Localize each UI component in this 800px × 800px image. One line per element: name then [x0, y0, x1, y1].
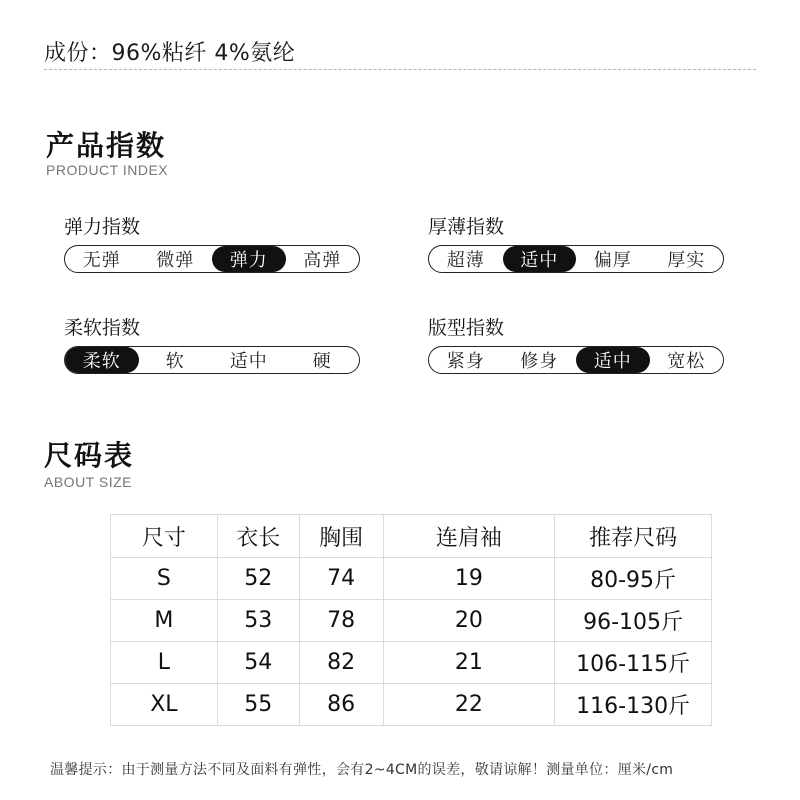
thickness-option: 偏厚	[593, 250, 632, 271]
softness-index-label: 柔软指数	[64, 317, 141, 339]
table-cell: 74	[299, 558, 383, 600]
product-index-title: 产品指数	[46, 129, 167, 162]
measurement-notice: 温馨提示：由于测量方法不同及面料有弹性，会有2~4CM的误差，敬请谅解！测量单位：厘米/cm	[50, 762, 674, 778]
elasticity-index-label: 弹力指数	[64, 216, 141, 238]
table-header: 衣长	[217, 515, 299, 558]
composition-text: 成份：96%粘纤 4%氨纶	[44, 41, 296, 66]
size-table	[110, 514, 712, 726]
table-row	[111, 684, 712, 726]
table-cell: 80-95斤	[555, 558, 712, 600]
table-header: 连肩袖	[383, 515, 555, 558]
table-row	[111, 600, 712, 642]
softness-option: 柔软	[65, 347, 139, 373]
fit-option: 适中	[576, 347, 650, 373]
table-row	[111, 558, 712, 600]
product-index-subtitle: PRODUCT INDEX	[46, 162, 169, 178]
table-header: 推荐尺码	[555, 515, 712, 558]
table-cell: L	[111, 642, 218, 684]
elasticity-option: 无弹	[82, 250, 121, 271]
table-cell: 86	[299, 684, 383, 726]
fit-index-scale	[428, 346, 724, 374]
table-cell: XL	[111, 684, 218, 726]
table-cell: 54	[217, 642, 299, 684]
table-cell: 116-130斤	[555, 684, 712, 726]
dashed-divider	[44, 69, 756, 70]
fit-option: 宽松	[667, 351, 706, 372]
table-header: 胸围	[299, 515, 383, 558]
table-cell: 20	[383, 600, 555, 642]
table-cell: 52	[217, 558, 299, 600]
table-cell: 55	[217, 684, 299, 726]
softness-index-scale	[64, 346, 360, 374]
table-cell: M	[111, 600, 218, 642]
thickness-option: 超薄	[446, 250, 485, 271]
thickness-index-label: 厚薄指数	[428, 216, 505, 238]
elasticity-option: 微弹	[156, 250, 195, 271]
table-cell: 22	[383, 684, 555, 726]
table-cell: 96-105斤	[555, 600, 712, 642]
elasticity-option: 高弹	[303, 250, 342, 271]
table-cell: 19	[383, 558, 555, 600]
size-chart-subtitle: ABOUT SIZE	[44, 474, 132, 490]
thickness-option: 厚实	[667, 250, 706, 271]
fit-index-label: 版型指数	[428, 317, 505, 339]
table-cell: 21	[383, 642, 555, 684]
size-chart-title: 尺码表	[44, 439, 135, 472]
softness-option: 适中	[229, 351, 268, 372]
table-cell: 78	[299, 600, 383, 642]
softness-option: 软	[165, 351, 185, 372]
table-cell: 82	[299, 642, 383, 684]
table-cell: S	[111, 558, 218, 600]
table-cell: 106-115斤	[555, 642, 712, 684]
thickness-option: 适中	[503, 246, 577, 272]
table-cell: 53	[217, 600, 299, 642]
fit-option: 紧身	[446, 351, 485, 372]
fit-option: 修身	[520, 351, 559, 372]
softness-option: 硬	[312, 351, 332, 372]
table-header-row	[111, 515, 712, 558]
thickness-index-scale	[428, 245, 724, 273]
table-header: 尺寸	[111, 515, 218, 558]
elasticity-option: 弹力	[212, 246, 286, 272]
elasticity-index-scale	[64, 245, 360, 273]
table-row	[111, 642, 712, 684]
